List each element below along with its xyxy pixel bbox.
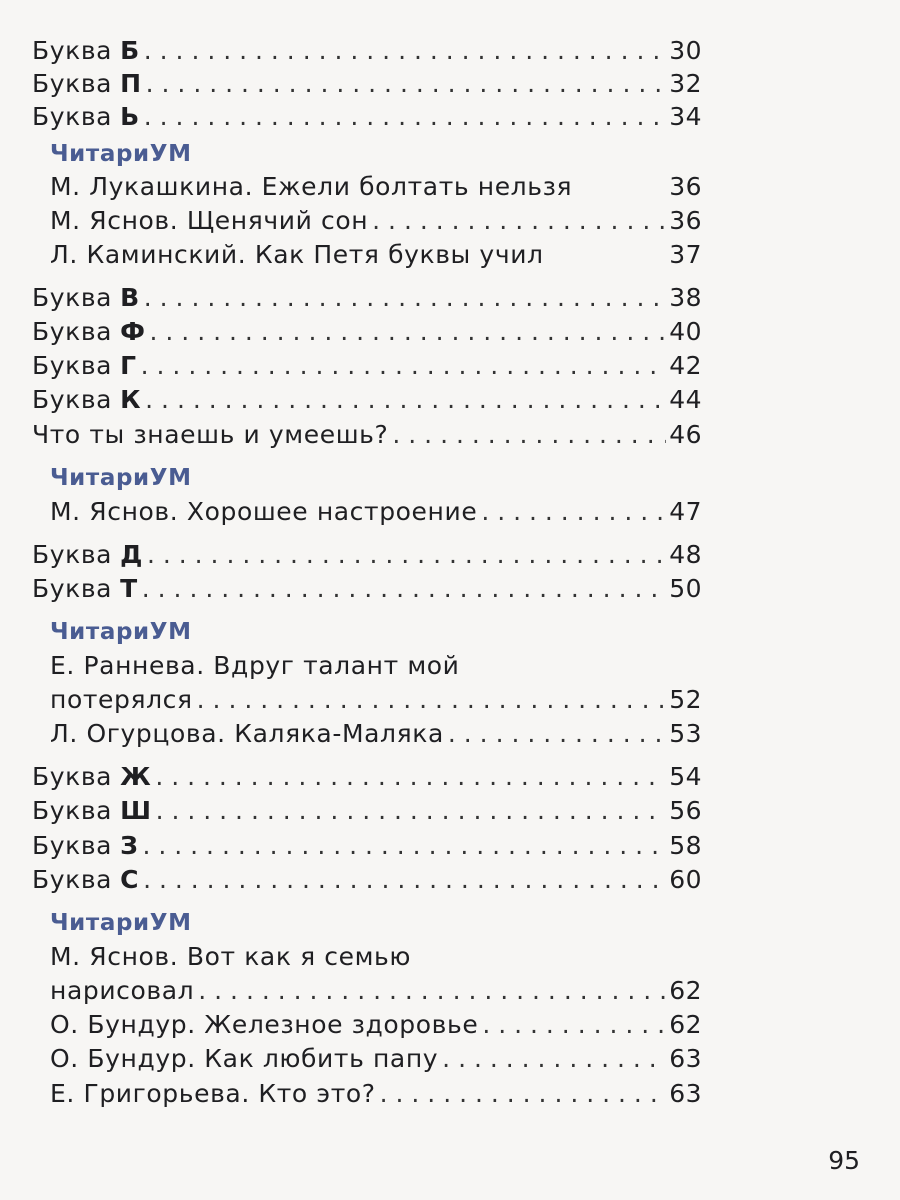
entry-title: О. Бундур. Железное здоровье (50, 1010, 479, 1039)
entry-prefix: Буква (32, 762, 113, 791)
toc-entry (32, 67, 702, 101)
dot-leader (368, 204, 666, 238)
entry-title: Е. Раннева. Вдруг талант мой (50, 651, 460, 680)
dot-leader (194, 974, 666, 1008)
entry-letter: П (120, 69, 142, 98)
entry-page: 58 (669, 831, 702, 860)
dot-leader (151, 760, 666, 794)
entry-page: 44 (669, 385, 702, 414)
entry-page: 53 (669, 719, 702, 748)
entry-page: 52 (669, 685, 702, 714)
toc-entry (32, 383, 702, 417)
toc-entry (50, 974, 702, 1008)
dot-leader (444, 717, 666, 751)
entry-title: Л. Огурцова. Каляка-Маляка (50, 719, 444, 748)
entry-letter: К (120, 385, 142, 414)
entry-page: 62 (669, 976, 702, 1005)
toc-entry (50, 940, 702, 974)
dot-leader (140, 100, 666, 134)
dot-leader (140, 34, 666, 68)
entry-prefix: Буква (32, 102, 113, 131)
entry-prefix: Буква (32, 36, 113, 65)
entry-page: 32 (669, 69, 702, 98)
entry-title: М. Яснов. Вот как я семью (50, 942, 412, 971)
entry-page: 38 (669, 283, 702, 312)
toc-entry (50, 204, 702, 238)
section-heading (50, 137, 702, 171)
entry-prefix: Буква (32, 831, 113, 860)
entry-page: 60 (669, 865, 702, 894)
entry-page: 36 (669, 172, 702, 201)
entry-letter: Ь (120, 102, 140, 131)
entry-letter: С (120, 865, 140, 894)
entry-page: 40 (669, 317, 702, 346)
toc-entry (32, 34, 702, 68)
entry-page: 63 (669, 1044, 702, 1073)
entry-prefix: Буква (32, 317, 113, 346)
dot-leader (141, 383, 666, 417)
toc-entry (32, 281, 702, 315)
dot-leader (478, 1008, 666, 1042)
entry-letter: Б (120, 36, 140, 65)
entry-prefix: Буква (32, 351, 113, 380)
entry-title: М. Яснов. Хорошее настроение (50, 497, 478, 526)
entry-page: 62 (669, 1010, 702, 1039)
dot-leader (146, 315, 666, 349)
toc-entry (50, 495, 702, 529)
entry-letter: Ж (120, 762, 152, 791)
section-heading-text: ЧитариУМ (50, 619, 192, 645)
entry-prefix: Буква (32, 69, 113, 98)
entry-prefix: Буква (32, 283, 113, 312)
dot-leader (139, 863, 666, 897)
section-heading-text: ЧитариУМ (50, 141, 192, 167)
entry-letter: Г (120, 351, 137, 380)
entry-prefix: Буква (32, 385, 113, 414)
entry-letter: Д (120, 540, 143, 569)
toc-entry (50, 649, 702, 683)
dot-leader (138, 572, 666, 606)
entry-letter: В (120, 283, 140, 312)
page-number: 95 (828, 1146, 860, 1175)
entry-title: Что ты знаешь и умеешь? (32, 420, 389, 449)
entry-title: потерялся (50, 685, 193, 714)
toc-entry (32, 863, 702, 897)
toc-entry (50, 717, 702, 751)
section-heading-text: ЧитариУМ (50, 465, 192, 491)
toc-entry (50, 1042, 702, 1076)
dot-leader (477, 495, 666, 529)
entry-page: 56 (669, 796, 702, 825)
dot-leader (388, 418, 666, 452)
entry-page: 42 (669, 351, 702, 380)
entry-title: нарисовал (50, 976, 195, 1005)
entry-prefix: Буква (32, 574, 113, 603)
toc-entry (32, 572, 702, 606)
entry-title: О. Бундур. Как любить папу (50, 1044, 439, 1073)
section-heading (50, 461, 702, 495)
entry-page: 47 (669, 497, 702, 526)
toc-entry (32, 418, 702, 452)
entry-page: 37 (669, 240, 702, 269)
entry-page: 48 (669, 540, 702, 569)
entry-title: М. Лукашкина. Ежели болтать нельзя (50, 172, 573, 201)
dot-leader (140, 281, 666, 315)
entry-page: 46 (669, 420, 702, 449)
dot-leader (137, 349, 666, 383)
entry-prefix: Буква (32, 540, 113, 569)
toc-entry (32, 100, 702, 134)
toc-entry (50, 1077, 702, 1111)
dot-leader (142, 67, 666, 101)
entry-letter: Т (120, 574, 138, 603)
toc-entry (32, 829, 702, 863)
dot-leader (138, 829, 666, 863)
toc-entry (50, 238, 702, 272)
entry-page: 63 (669, 1079, 702, 1108)
entry-page: 54 (669, 762, 702, 791)
dot-leader (152, 794, 666, 828)
entry-page: 34 (669, 102, 702, 131)
section-heading-text: ЧитариУМ (50, 910, 192, 936)
toc-entry (50, 170, 702, 204)
entry-letter: Ф (120, 317, 146, 346)
entry-letter: Ш (120, 796, 152, 825)
entry-title: Е. Григорьева. Кто это? (50, 1079, 376, 1108)
dot-leader (376, 1077, 666, 1111)
toc-entry (32, 760, 702, 794)
section-heading (50, 615, 702, 649)
toc-entry (32, 794, 702, 828)
toc-entry (50, 683, 702, 717)
toc-entry (32, 349, 702, 383)
dot-leader (438, 1042, 666, 1076)
dot-leader (143, 538, 666, 572)
toc-entry (32, 538, 702, 572)
dot-leader (193, 683, 666, 717)
entry-prefix: Буква (32, 796, 113, 825)
entry-page: 50 (669, 574, 702, 603)
entry-prefix: Буква (32, 865, 113, 894)
entry-page: 30 (669, 36, 702, 65)
entry-letter: З (120, 831, 139, 860)
section-heading (50, 906, 702, 940)
entry-title: Л. Каминский. Как Петя буквы учил (50, 240, 544, 269)
entry-page: 36 (669, 206, 702, 235)
toc-entry (32, 315, 702, 349)
entry-title: М. Яснов. Щенячий сон (50, 206, 369, 235)
toc-entry (50, 1008, 702, 1042)
